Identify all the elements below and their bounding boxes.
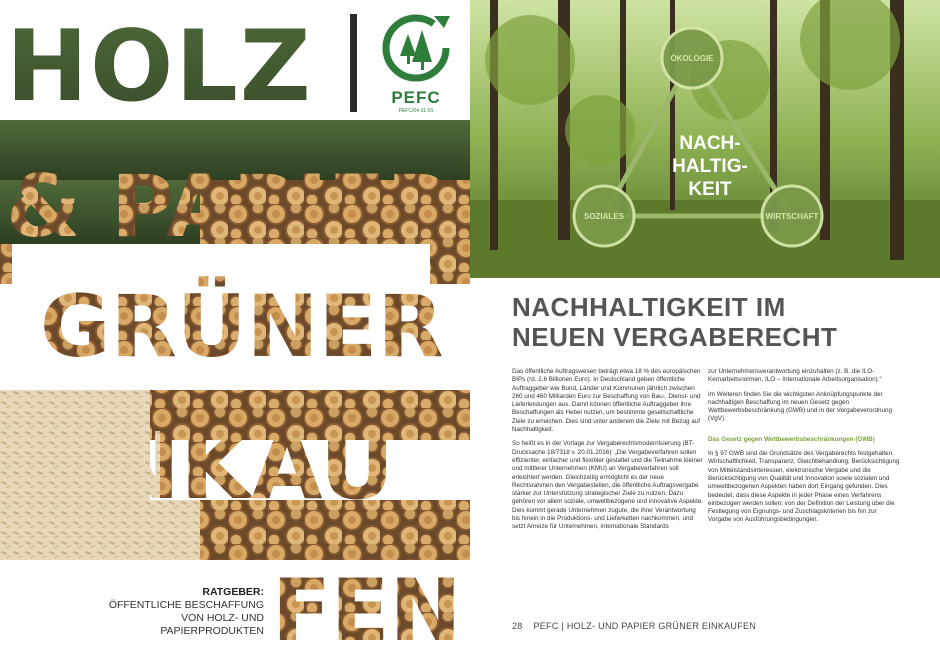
ratgeber-title: RATGEBER: — [202, 586, 264, 598]
diagram-right-label: WIRTSCHAFT — [765, 212, 819, 221]
paragraph: zur Unternehmensverantwortung einzuhalten (z. B. die ILO-Kernarbeitsnormen, ILO – Internationale Arbeitsorganisation).“ — [708, 368, 882, 384]
page-number: 28 — [512, 621, 523, 631]
page-footer — [512, 621, 756, 631]
center-line: NACH- — [679, 133, 741, 154]
center-line: KEIT — [688, 179, 732, 200]
pefc-logo — [364, 4, 468, 116]
subheading: Das Gesetz gegen Wettbewerbsbeschränkungen (GWB) — [708, 435, 875, 443]
diagram-center-label — [655, 132, 765, 201]
running-title: PEFC | HOLZ- UND PAPIER GRÜNER EINKAUFEN — [533, 621, 757, 631]
paragraph: Im Weiteren finden Sie die wichtigsten Anknüpfungspunkte der nachhaltigen Beschaffung im neuen Gesetz gegen Wettbewerbsbeschränkung (GWB) und in der Vergabeverordnung (VgV). — [708, 390, 892, 423]
paragraph: So heißt es in der Vorlage zur Vergaberechtsmodernisierung (BT-Drucksache 18/7318 v. 20.01.2016): „Die Vergabeverfahren sollen effizienter, einfacher und flexibler gestaltet und die Teilnahme kleiner und mittlerer Unternehmen (KMU) an Vergabeverfahren soll erleichtert werden. Gleichzeitig ermöglicht es der neue Rechtsrahmen den Vergabestellen, die öffentliche Auftragsvergabe stärker zur Unterstützung strategischer Ziele zu nutzen. Dazu gehören vor allem soziale, umweltbezogene und innovative Aspekte. Dies kommt gerade Unternehmen zugute, die ihrer Verantwortung bis hinein in die Produktions- und Lieferketten nachkommen, und setzt Anreize für Unternehmen, internationale Standards — [512, 440, 704, 531]
diagram-left-label: SOZIALES — [583, 212, 624, 221]
article-column-left — [512, 368, 704, 538]
pefc-tree-logo-icon — [364, 4, 468, 88]
title-line: NACHHALTIGKEIT IM — [512, 292, 786, 322]
article-title — [512, 292, 932, 352]
center-line: HALTIG- — [672, 156, 748, 177]
paragraph: In § 97 GWB sind die Grundsätze des Vergaberechts festgehalten. Wirtschaftlichkeit, Transparenz, Gleichbehandlung, Berücksichtigung von Mittelstandsinteressen, elektronische Vergabe und die Berücksichtigung von Qualität und Innovation sowie sozialen und umweltbezogenen Aspekten haben dort Eingang gefunden. Dies bedeutet, dass diese Aspekte in jeder Phase eines Verfahrens einbezogen werden sollen: von der Definition der Leistung über die Festlegung von Eignungs- und Zuschlagskriterien bis hin zur Vorgabe von Ausführungsbedingungen. — [708, 450, 900, 524]
ratgeber-caption — [100, 586, 264, 638]
pefc-label: PEFC — [391, 88, 441, 107]
ratgeber-line: VON HOLZ- UND — [181, 612, 264, 624]
diagram-top-label: ÖKOLOGIE — [670, 54, 714, 63]
pefc-code: PEFC/04-31-01 — [398, 108, 434, 114]
article-column-right — [708, 368, 900, 531]
title-line: NEUEN VERGABERECHT — [512, 322, 838, 352]
ratgeber-line: PAPIERPRODUKTEN — [160, 625, 264, 637]
ratgeber-line: ÖFFENTLICHE BESCHAFFUNG — [108, 599, 264, 611]
paragraph: Das öffentliche Auftragswesen beträgt etwa 18 % des europäischen BIPs (rd. 2,6 Billionen Euro). In Deutschland geben öffentliche Auftraggeber wie Bund, Länder und Kommunen jährlich zwischen 260 und 460 Milliarden Euro zur Beschaffung von Bau-, Dienst- und Lieferleistungen aus. Damit können öffentliche Auftraggeber ihre Beschaffungen als Hebel nutzen, um bestimmte gesellschaftliche Ziele zu erreichen. Dies sind unter anderem die Ziele mit Bezug auf Nachhaltigkeit. — [512, 368, 701, 434]
